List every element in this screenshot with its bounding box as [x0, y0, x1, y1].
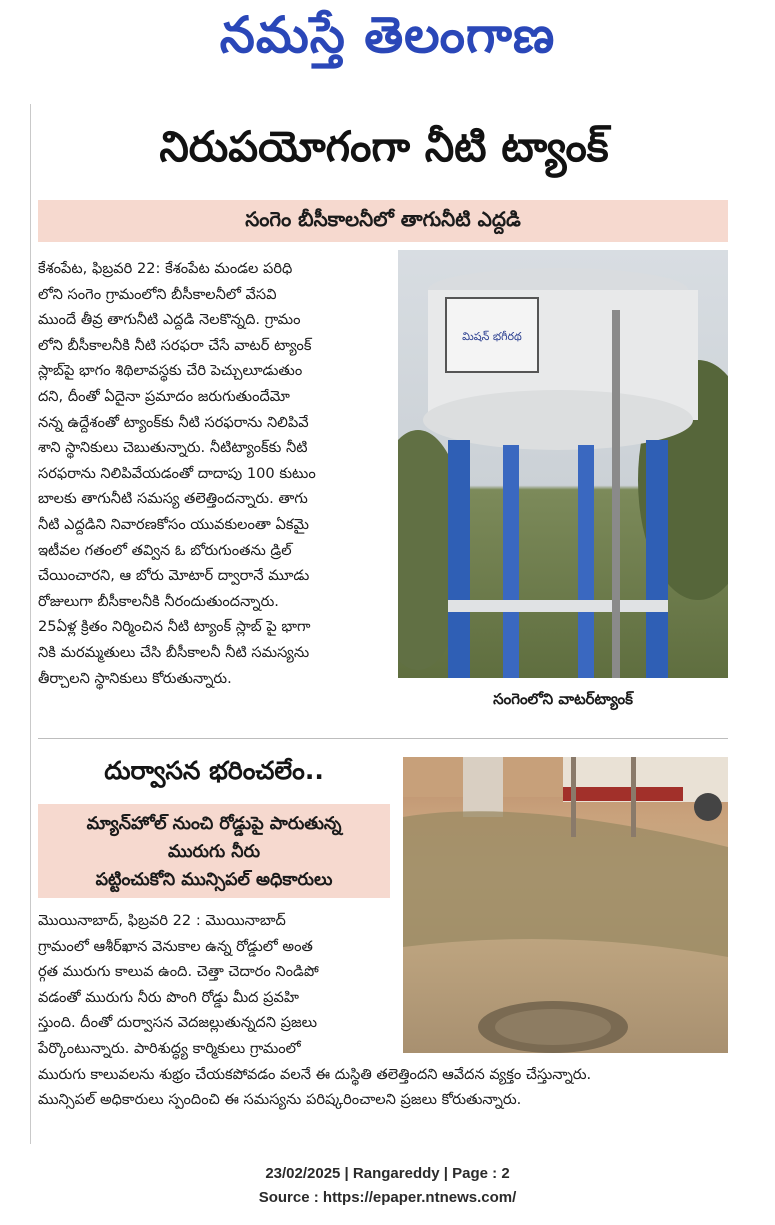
page-footer — [0, 1162, 775, 1210]
article2-subhead-line: మ్యాన్‌హోల్ నుంచి రోడ్డుపై పారుతున్న — [86, 814, 342, 834]
article1-body-line: కేశంపేట, ఫిబ్రవరి 22: కేశంపేట మండల పరిధి — [38, 260, 293, 277]
article1-subheadline — [38, 200, 728, 242]
article1-body-line: నికి మరమ్మతులు చేసి బీసీకాలనీ నీటి సమస్యను — [38, 643, 310, 661]
column-rule — [30, 104, 31, 1144]
article2-body-line: వడంతో మురుగు నీరు పొంగి రోడ్డు మీద ప్రవహి — [38, 988, 299, 1006]
water-tank-photo-caption: సంగెంలోని వాటర్‌ట్యాంక్ — [493, 690, 633, 708]
article1-body-line: ముందే తీవ్ర తాగునీటి ఎద్దడి నెలకొన్నది. గ్రామం — [38, 311, 301, 329]
article2-body — [38, 908, 728, 1113]
article2-body-line: పేర్కొంటున్నారు. పారిశుద్ధ్య కార్మికులు గ్రామంలో — [38, 1039, 301, 1057]
article1-body-line: చేయించారని, ఆ బోరు మోటార్ ద్వారానే మూడు — [38, 567, 310, 585]
article1-body-line: దని, దీంతో ఏదైనా ప్రమాదం జరుగుతుందేమో — [38, 387, 290, 405]
footer-source: Source : https://epaper.ntnews.com/ — [258, 1189, 517, 1206]
article1-headline-text: నిరుపయోగంగా నీటి ట్యాంక్ — [159, 122, 609, 171]
article1-headline — [40, 112, 728, 192]
article-divider — [38, 738, 728, 739]
article2-subhead-line: మురుగు నీరు — [167, 842, 261, 862]
article2-body-line: మురుగు కాలువలను శుభ్రం చేయకపోవడం వలనే ఈ దుస్థితి తలెత్తిందని ఆవేదన వ్యక్తం చేస్తున్నారు. — [38, 1065, 592, 1083]
article1-body-line: లోని బీసీకాలనీకి నీటి సరఫరా చేసే వాటర్ ట్యాంక్ — [38, 336, 312, 354]
article1-body-line: 25ఏళ్ల క్రితం నిర్మించిన నీటి ట్యాంక్ స్లాబ్ పై భాగా — [38, 618, 311, 636]
footer-date-edition: 23/02/2025 | Rangareddy | Page : 2 — [265, 1165, 510, 1182]
article2-subhead-line: పట్టించుకోని మున్సిపల్ అధికారులు — [95, 870, 333, 890]
article1-body-line: రోజులుగా బీసీకాలనీకి నీరందుతుందన్నారు. — [38, 592, 279, 610]
article1-body-line: ఇటీవల గతంలో తవ్విన ఓ బోరుగుంతను డ్రిల్ — [38, 541, 292, 559]
article1-subheadline-text: సంగెం బీసీకాలనీలో తాగునీటి ఎద్దడి — [245, 206, 521, 231]
article2-headline: దుర్వాసన భరించలేం.. — [104, 756, 324, 785]
article1-body-line: శాని స్థానికులు చెబుతున్నారు. నీటిట్యాంక్‌కు నీటి — [38, 439, 308, 457]
article1-body-line: బాలకు తాగునీటి సమస్య తలెత్తిందన్నారు. తాగు — [38, 490, 308, 508]
article1-body-line: నన్న ఉద్దేశంతో ట్యాంక్‌కు నీటి సరఫరాను నిలిపివే — [38, 413, 309, 431]
article2-body-line: గ్రామంలో ఆశీర్‌ఖాన వెనుకాల ఉన్న రోడ్డులో అంత — [38, 937, 313, 955]
article1-body-line: లోని సంగెం గ్రామంలోని బీసీకాలనీలో వేసవి — [38, 285, 277, 303]
article2-body-line: స్తుంది. దీంతో దుర్వాసన వెదజల్లుతున్నదని ప్రజలు — [38, 1014, 318, 1032]
article1-body-line: సరఫరాను నిలిపివేయడంతో దాదాపు 100 కుటుం — [38, 464, 316, 482]
article2-subheadline-box — [38, 804, 390, 898]
article1-body — [38, 256, 390, 691]
masthead-title: నమస్తే తెలంగాణ — [219, 5, 556, 64]
svg-text:మిషన్ భగీరథ: మిషన్ భగీరథ — [462, 330, 522, 343]
article2-body-line: ర్గత మురుగు కాలువ ఉంది. చెత్తా చెదారం నిండిపో — [38, 963, 319, 981]
article1-body-line: నీటి ఎద్దడిని నివారణకోసం యువకులంతా ఏకమై — [38, 515, 309, 533]
water-tank-illustration — [398, 250, 728, 678]
article1-body-line: స్లాబ్‌పై భాగం శిథిలావస్థకు చేరి పెచ్చులూడుతుం — [38, 362, 303, 380]
water-tank-photo — [398, 250, 728, 678]
article1-body-line: తీర్చాలని స్థానికులు కోరుతున్నారు. — [38, 669, 232, 687]
article2-body-line: మున్సిపల్ అధికారులు స్పందించి ఈ సమస్యను పరిష్కరించాలని ప్రజలు కోరుతున్నారు. — [38, 1091, 522, 1109]
newspaper-masthead — [0, 0, 775, 82]
article2-body-line: మొయినాబాద్, ఫిబ్రవరి 22 : మొయినాబాద్ — [38, 912, 286, 929]
